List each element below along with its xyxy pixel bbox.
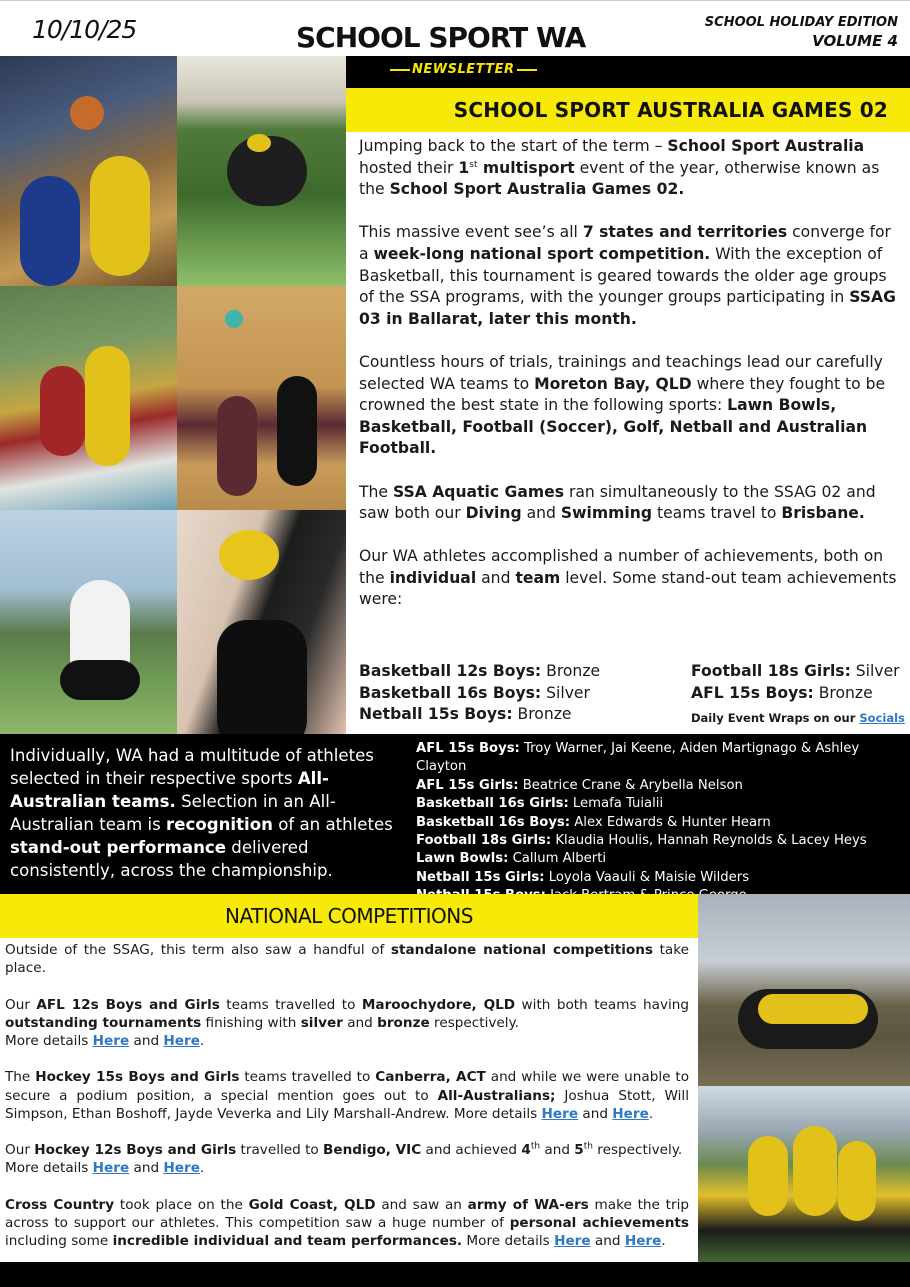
text-run-bold: Swimming (560, 504, 653, 523)
results-column-left (359, 661, 689, 726)
result-medal: Bronze (813, 683, 873, 702)
text-run: and (342, 1014, 378, 1031)
result-team: AFL 15s Boys: (691, 683, 814, 702)
text-run: and (540, 1142, 575, 1159)
text-run: Our WA athletes accomplished a number of achievements, both on the (359, 547, 884, 587)
socials-text: Daily Event Wraps on our (691, 711, 860, 726)
text-run: Individually, WA had a multitude of athletes selected in their respective sports (10, 746, 374, 788)
result-team: Netball 15s Boys: (359, 705, 513, 724)
ssag-paragraph-1 (359, 136, 904, 201)
text-run-bold: Brisbane. (781, 504, 865, 523)
result-row (359, 704, 689, 726)
result-medal: Bronze (541, 662, 601, 680)
text-run: of an athletes (272, 815, 393, 834)
hockey15-details-link-2[interactable]: Here (612, 1105, 649, 1122)
text-run: converge for a (359, 223, 891, 263)
text-run: ran simultaneously to the SSAG 02 and saw both our (359, 482, 876, 523)
text-run: event of the year, otherwise known as the (359, 158, 880, 199)
list-item (416, 740, 906, 777)
edition-info (705, 13, 898, 51)
newsletter-title: SCHOOL SPORT WA (296, 21, 586, 54)
ssag-article (359, 136, 904, 633)
ordinal-suffix: th (583, 1141, 593, 1152)
text-run-bold: incredible individual and team performances. (112, 1233, 463, 1250)
photo-afl-team (698, 894, 910, 1086)
text-run: level. Some stand-out team achievements were: (359, 568, 897, 609)
result-medal: Silver (850, 662, 900, 680)
national-heading: NATIONAL COMPETITIONS (225, 904, 473, 928)
text-run: Jumping back to the start of the term – (359, 137, 668, 155)
text-run: . (199, 1033, 205, 1049)
list-item (416, 832, 906, 850)
text-run: took place on the (114, 1196, 249, 1213)
text-run: respectively. (429, 1014, 519, 1031)
crosscountry-details-link-1[interactable]: Here (554, 1233, 591, 1250)
text-run: More details (462, 1233, 555, 1250)
ordinal-suffix: th (530, 1141, 541, 1152)
text-run: Our (5, 996, 37, 1013)
text-run: teams travel to (652, 504, 782, 523)
photo-lawn-bowls (177, 56, 346, 286)
result-team: Football 18s Girls: (691, 662, 851, 680)
list-item (416, 814, 906, 832)
text-run-bold: 4 (521, 1142, 531, 1159)
results-column-right (691, 661, 906, 730)
footer-bar (0, 1262, 910, 1287)
list-names: Klaudia Houlis, Hannah Reynolds & Lacey Heys (551, 833, 867, 849)
text-run-bold: AFL 12s Boys and Girls (36, 996, 220, 1013)
national-article (5, 941, 689, 1269)
photo-golf (0, 510, 177, 734)
photo-netball (177, 286, 346, 510)
text-run-bold: SSAG 03 in Ballarat, later this month. (359, 288, 896, 328)
text-run: Selection in an All-Australian team is (10, 792, 336, 834)
list-names: Callum Alberti (508, 851, 607, 867)
text-run: and (476, 568, 516, 587)
text-run-bold: outstanding tournaments (5, 1014, 202, 1031)
text-run-bold: stand-out performance (10, 838, 227, 857)
text-run: teams travelled to (239, 1069, 376, 1086)
text-run: including some (5, 1233, 113, 1250)
hockey12-details-link-1[interactable]: Here (92, 1160, 130, 1177)
result-row (359, 683, 689, 705)
list-item (416, 777, 906, 795)
text-run: . (199, 1160, 205, 1177)
text-run-bold: personal achievements (509, 1214, 689, 1231)
list-item (416, 869, 906, 887)
text-run: and (129, 1033, 164, 1049)
national-paragraph-4 (5, 1141, 689, 1177)
national-paragraph-3 (5, 1068, 689, 1123)
text-run: make the trip across to support our athletes. This competition saw a huge number of (5, 1196, 689, 1231)
text-run: The (359, 482, 393, 501)
text-run: With the exception of Basketball, this tournament is geared towards the older age groups of the SSA programs, with the younger groups participating in (359, 244, 887, 307)
text-run-bold: SSA Aquatic Games (392, 482, 564, 501)
photo-australian-football (0, 286, 177, 510)
issue-date: 10/10/25 (32, 15, 137, 44)
hockey12-details-link-2[interactable]: Here (163, 1160, 200, 1177)
list-team: Football 18s Girls: (416, 833, 552, 849)
text-run: and (590, 1233, 625, 1250)
all-australian-intro (10, 744, 408, 882)
result-row (691, 683, 906, 705)
text-run: More details (5, 1160, 93, 1177)
newsletter-header (0, 0, 910, 56)
text-run-bold: team (515, 568, 561, 587)
text-run-bold: Lawn Bowls, Basketball, Football (Soccer), Golf, Netball and Australian Football. (359, 396, 868, 458)
national-paragraph-5 (5, 1196, 689, 1251)
result-team: Basketball 16s Boys: (359, 683, 542, 702)
national-paragraph-2 (5, 996, 689, 1051)
result-team: Basketball 12s Boys: (359, 662, 542, 680)
text-run-bold: Cross Country (5, 1196, 115, 1213)
text-run: hosted their (359, 158, 459, 177)
list-item (416, 850, 906, 868)
text-run: and (129, 1160, 164, 1177)
national-paragraph-1 (5, 941, 689, 977)
text-run: The (5, 1069, 36, 1086)
list-team: Basketball 16s Girls: (416, 796, 569, 812)
hockey15-details-link-1[interactable]: Here (541, 1105, 579, 1122)
list-names: Beatrice Crane & Arybella Nelson (518, 777, 743, 793)
ssag-paragraph-4 (359, 482, 904, 525)
edition-name: SCHOOL HOLIDAY EDITION (704, 15, 898, 30)
list-team: Basketball 16s Boys: (416, 814, 571, 830)
text-run-bold: Moreton Bay, QLD (534, 374, 692, 393)
text-run-bold: recognition (166, 815, 273, 834)
list-team: Netball 15s Girls: (416, 869, 545, 885)
text-run-bold: Gold Coast, QLD (248, 1196, 376, 1213)
crosscountry-details-link-2[interactable]: Here (624, 1233, 662, 1250)
text-run: More details (5, 1033, 93, 1049)
text-run-bold: bronze (377, 1014, 430, 1031)
photo-cross-country (698, 1086, 910, 1262)
list-item (416, 795, 906, 813)
text-run: Joshua Stott, Will Simpson, Ethan Boshoff, Jayde Veverka and Lily Marshall-Andrew. More details (5, 1087, 689, 1122)
text-run: travelled to (236, 1142, 324, 1159)
text-run-bold: All-Australians; (437, 1087, 556, 1104)
ordinal-suffix: st (469, 159, 478, 170)
national-heading-band (0, 894, 698, 938)
afl-details-link-2[interactable]: Here (163, 1033, 200, 1049)
list-team: AFL 15s Girls: (416, 777, 519, 793)
socials-note (691, 708, 906, 730)
list-names: Lemafa Tuialii (568, 796, 664, 812)
text-run-bold: standalone national competitions (390, 942, 653, 958)
text-run: and saw an (375, 1196, 468, 1213)
text-run-bold: Hockey 12s Boys and Girls (34, 1142, 237, 1159)
text-run-bold: week-long national sport competition. (373, 244, 711, 263)
text-run-bold: army of WA-ers (467, 1196, 589, 1213)
photo-basketball (0, 56, 177, 286)
text-run-bold: silver (300, 1014, 343, 1031)
text-run: Countless hours of trials, trainings and teachings lead our carefully selected WA teams to (359, 352, 883, 393)
list-names: Alex Edwards & Hunter Hearn (570, 814, 771, 830)
text-run-bold: individual (389, 568, 477, 587)
ssag-paragraph-3 (359, 352, 904, 460)
text-run-bold: Bendigo, VIC (323, 1142, 422, 1159)
list-names: Troy Warner, Jai Keene, Aiden Martignago & Ashley Clayton (416, 741, 860, 775)
result-medal: Bronze (512, 705, 572, 724)
all-australian-list (416, 740, 906, 906)
text-run-bold: Hockey 15s Boys and Girls (35, 1069, 240, 1086)
photo-swimming (177, 510, 346, 734)
newsletter-label: NEWSLETTER (390, 62, 537, 77)
text-run-bold: 7 states and territories (582, 223, 788, 242)
text-run: take place. (5, 942, 690, 977)
text-run: and achieved (421, 1142, 522, 1159)
text-run-bold: School Sport Australia (667, 137, 865, 155)
text-run-bold: School Sport Australia Games 02. (389, 180, 685, 199)
ssag-heading: SCHOOL SPORT AUSTRALIA GAMES 02 (453, 98, 888, 122)
text-run: and (521, 504, 561, 523)
text-run: Our (5, 1142, 35, 1159)
text-run: Outside of the SSAG, this term also saw a handful of (5, 942, 391, 958)
text-run: with both teams having (515, 996, 690, 1013)
text-run: finishing with (201, 1014, 301, 1031)
list-names: Loyola Vaauli & Maisie Wilders (544, 869, 750, 885)
text-run-bold: 1 (458, 158, 470, 177)
result-medal: Silver (541, 683, 590, 702)
socials-link[interactable]: Socials (859, 711, 905, 726)
text-run: delivered consistently, across the championship. (10, 838, 333, 880)
text-run-bold: Canberra, ACT (375, 1069, 486, 1086)
text-run: . (661, 1233, 666, 1250)
text-run: respectively. (592, 1142, 683, 1159)
text-run: . (648, 1105, 654, 1122)
text-run: where they fought to be crowned the best state in the following sports: (359, 374, 886, 415)
ssag-heading-band (346, 88, 910, 132)
afl-details-link-1[interactable]: Here (92, 1033, 130, 1049)
text-run-bold: Maroochydore, QLD (361, 996, 516, 1013)
newsletter-strip (346, 56, 910, 88)
result-row (359, 661, 689, 683)
all-australian-band (0, 734, 910, 894)
text-run: and (578, 1105, 613, 1122)
result-row (691, 661, 906, 683)
ssag-paragraph-5 (359, 546, 904, 611)
text-run: This massive event see’s all (359, 223, 583, 242)
ssag-paragraph-2 (359, 222, 904, 330)
text-run-bold: 5 (574, 1142, 584, 1159)
text-run-bold: All-Australian teams. (10, 769, 329, 811)
text-run-bold: Diving (465, 504, 522, 523)
text-run-bold: multisport (477, 158, 575, 177)
list-team: AFL 15s Boys: (416, 741, 520, 756)
list-team: Lawn Bowls: (416, 851, 509, 867)
volume-number: VOLUME 4 (812, 32, 898, 50)
text-run: teams travelled to (219, 996, 362, 1013)
text-run: and while we were unable to secure a podium position, a special mention goes out to (5, 1069, 690, 1104)
